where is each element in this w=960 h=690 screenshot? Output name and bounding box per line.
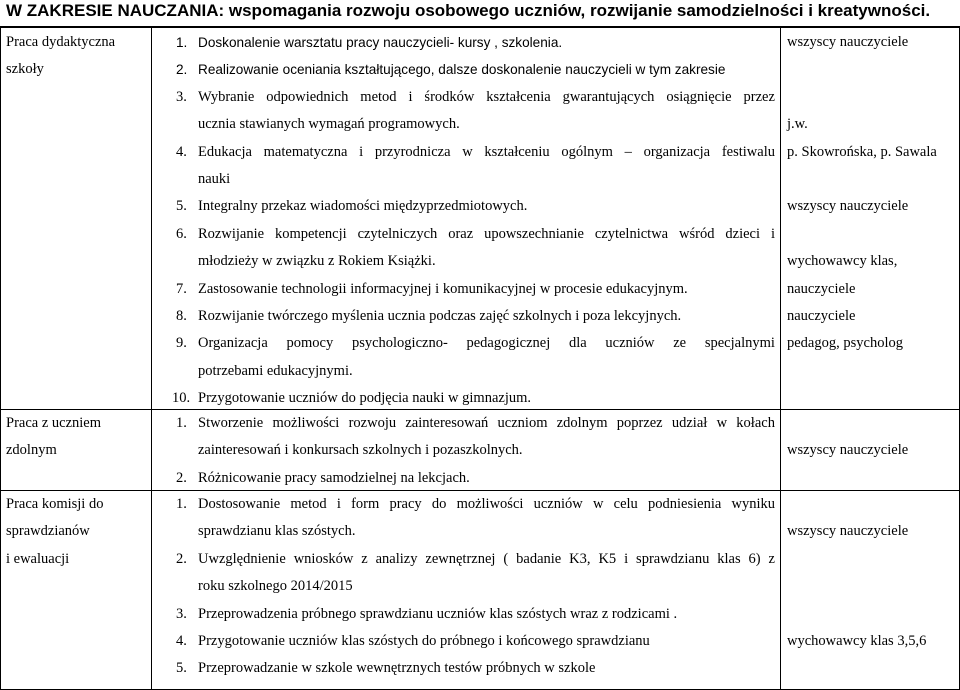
item-text: Doskonalenie warsztatu pracy nauczycieli- kursy , szkolenia. — [198, 35, 563, 50]
item-text: Rozwijanie kompetencji czytelniczych oraz upowszechnianie czytelnictwa wśród dzieci i — [198, 225, 775, 242]
area-label: i ewaluacji — [6, 550, 70, 567]
item-number: 2. — [176, 550, 187, 567]
column-divider-responsible — [780, 28, 781, 690]
responsible-person: j.w. — [787, 116, 808, 133]
item-text: Realizowanie oceniania kształtującego, dalsze doskonalenie nauczycieli w tym zakresie — [198, 62, 726, 78]
column-divider-area — [151, 28, 152, 690]
item-text: Zastosowanie technologii informacyjnej i komunikacyjnej w procesie edukacyjnym. — [198, 280, 688, 297]
document-heading: W ZAKRESIE NAUCZANIA: wspomagania rozwoju osobowego uczniów, rozwijanie samodzielności i kreatywności. — [6, 1, 931, 20]
item-text: Rozwijanie twórczego myślenia ucznia podczas zajęć szkolnych i poza lekcyjnych. — [198, 308, 682, 324]
responsible-person: nauczyciele — [787, 280, 856, 297]
area-label: zdolnym — [6, 442, 57, 459]
item-number: 2. — [176, 62, 188, 78]
item-number: 6. — [176, 225, 187, 242]
area-label: Praca z uczniem — [6, 415, 102, 431]
item-text: Różnicowanie pracy samodzielnej na lekcjach. — [198, 469, 470, 486]
item-number: 1. — [176, 35, 188, 50]
item-number: 8. — [176, 308, 187, 324]
item-number: 4. — [176, 143, 187, 160]
item-number: 3. — [176, 88, 187, 105]
item-text: ucznia stawianych wymagań programowych. — [198, 116, 460, 133]
responsible-person: wszyscy nauczyciele — [787, 198, 909, 215]
heading-rule — [0, 26, 960, 28]
item-number: 9. — [176, 335, 187, 352]
item-number: 2. — [176, 469, 187, 486]
item-number: 4. — [176, 633, 187, 649]
responsible-person: wychowawcy klas, — [787, 253, 898, 270]
area-label: Praca dydaktyczna — [6, 34, 116, 50]
item-text: roku szkolnego 2014/2015 — [198, 578, 353, 595]
item-text: Edukacja matematyczna i przyrodnicza w kształceniu ogólnym – organizacja festiwalu — [198, 143, 775, 160]
item-text: Uwzględnienie wniosków z analizy zewnętrznej ( badanie K3, K5 i sprawdzianu klas 6) z — [198, 550, 775, 567]
item-text: sprawdzianu klas szóstych. — [198, 523, 356, 540]
item-text: potrzebami edukacyjnymi. — [198, 362, 353, 379]
item-text: Organizacja pomocy psychologiczno- pedagogicznej dla uczniów ze specjalnymi — [198, 335, 775, 352]
item-text: Przygotowanie uczniów klas szóstych do próbnego i końcowego sprawdzianu — [198, 633, 650, 649]
table-border-left — [0, 28, 1, 690]
area-label: szkoły — [6, 61, 44, 78]
responsible-person: wszyscy nauczyciele — [787, 523, 909, 540]
item-number: 5. — [176, 660, 187, 677]
responsible-person: pedagog, psycholog — [787, 335, 903, 352]
item-text: Wybranie odpowiednich metod i środków kształcenia gwarantujących osiągnięcie przez — [198, 88, 775, 105]
item-text: Dostosowanie metod i form pracy do możliwości uczniów w celu podniesienia wyniku — [198, 496, 775, 512]
item-number: 10. — [172, 390, 191, 407]
item-text: zainteresowań i konkursach szkolnych i pozaszkolnych. — [198, 442, 523, 459]
item-text: Przeprowadzanie w szkole wewnętrznych testów próbnych w szkole — [198, 660, 596, 677]
area-label: Praca komisji do — [6, 496, 104, 512]
responsible-person: wszyscy nauczyciele — [787, 34, 909, 50]
item-number: 3. — [176, 605, 187, 622]
item-number: 1. — [176, 415, 187, 431]
item-text: młodzieży w związku z Rokiem Książki. — [198, 253, 436, 270]
item-text: Integralny przekaz wiadomości międzyprzedmiotowych. — [198, 198, 528, 215]
responsible-person: wszyscy nauczyciele — [787, 442, 909, 459]
item-number: 5. — [176, 198, 187, 215]
responsible-person: nauczyciele — [787, 308, 856, 324]
area-label: sprawdzianów — [6, 523, 90, 540]
item-text: Przeprowadzenia próbnego sprawdzianu uczniów klas szóstych wraz z rodzicami . — [198, 605, 678, 622]
item-text: nauki — [198, 171, 231, 187]
item-number: 7. — [176, 280, 187, 297]
responsible-person: p. Skowrońska, p. Sawala — [787, 143, 937, 160]
item-text: Przygotowanie uczniów do podjęcia nauki w gimnazjum. — [198, 390, 532, 407]
item-number: 1. — [176, 496, 187, 512]
item-text: Stworzenie możliwości rozwoju zainteresowań uczniom zdolnym poprzez udział w kołach — [198, 415, 775, 431]
responsible-person: wychowawcy klas 3,5,6 — [787, 633, 927, 649]
